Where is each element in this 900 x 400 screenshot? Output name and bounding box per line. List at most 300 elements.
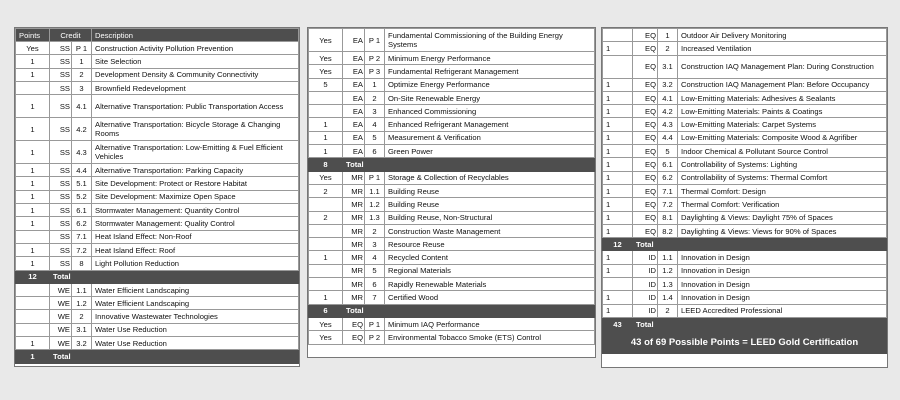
credit-row [309,184,595,197]
credit-number-cell: 5.2 [72,190,92,203]
credit-number-cell: 1.2 [658,264,678,277]
points-cell: 1 [603,198,633,211]
credit-row [16,337,299,350]
total-label: Total [343,158,595,171]
credit-number-cell: 3.1 [658,55,678,78]
credit-category-cell: EA [343,131,365,144]
credit-category-cell: WE [50,297,72,310]
credit-row [16,42,299,55]
credit-description-cell: Enhanced Commissioning [385,105,595,118]
credit-number-cell: 2 [658,304,678,317]
credit-row [16,118,299,141]
points-cell: Yes [16,42,50,55]
credit-number-cell: P 1 [365,29,385,52]
credit-row [16,297,299,310]
credit-description-cell: Heat Island Effect: Roof [92,243,299,256]
total-row [309,304,595,317]
credit-number-cell: 1.2 [72,297,92,310]
credit-category-cell: EA [343,118,365,131]
credit-row [16,177,299,190]
credit-description-cell: Innovative Wastewater Technologies [92,310,299,323]
credit-category-cell: WE [50,283,72,296]
credit-number-cell: 2 [658,42,678,55]
credit-number-cell: 4.2 [658,105,678,118]
credit-description-cell: Alternative Transportation: Bicycle Storage & Changing Rooms [92,118,299,141]
credit-row [603,158,887,171]
credit-category-cell: MR [343,251,365,264]
credit-category-cell: WE [50,323,72,336]
credit-description-cell: Innovation in Design [678,251,887,264]
points-cell: Yes [309,29,343,52]
credit-category-cell: MR [343,238,365,251]
credit-number-cell: 5.1 [72,177,92,190]
credit-number-cell: P 2 [365,52,385,65]
points-cell: 1 [16,217,50,230]
credit-description-cell: Fundamental Commissioning of the Building Energy Systems [385,29,595,52]
credit-row [16,141,299,164]
credit-category-cell: MR [343,211,365,224]
credit-category-cell: SS [50,55,72,68]
credit-row [309,317,595,330]
credit-row [16,243,299,256]
points-cell [309,198,343,211]
credit-row [603,171,887,184]
points-cell: 1 [16,243,50,256]
points-cell [16,81,50,94]
points-cell: 1 [603,264,633,277]
credit-number-cell: 1.1 [365,184,385,197]
credit-number-cell: 2 [365,224,385,237]
credit-category-cell: EQ [343,317,365,330]
credit-category-cell: MR [343,184,365,197]
credit-description-cell: Increased Ventilation [678,42,887,55]
credit-category-cell: MR [343,264,365,277]
credit-description-cell: Innovation in Design [678,291,887,304]
credit-number-cell: 3.2 [72,337,92,350]
points-cell: 1 [603,118,633,131]
credit-row [309,198,595,211]
points-cell: 1 [603,42,633,55]
credit-category-cell: ID [633,264,658,277]
scorecard-table-2 [308,28,595,345]
credit-row [309,171,595,184]
credit-row [16,68,299,81]
credit-number-cell: 3 [365,238,385,251]
credit-row [16,81,299,94]
points-cell: 1 [16,164,50,177]
credit-number-cell: 6.1 [658,158,678,171]
credit-number-cell: 3.2 [658,78,678,91]
credit-row [16,204,299,217]
credit-category-cell: EA [343,52,365,65]
certification-summary: 43 of 69 Possible Points = LEED Gold Certification [602,331,887,354]
points-cell [309,91,343,104]
credit-description-cell: Construction IAQ Management Plan: Before Occupancy [678,78,887,91]
credit-number-cell: 7.2 [72,243,92,256]
credit-category-cell: SS [50,257,72,270]
credit-row [603,211,887,224]
credit-header: Credit [50,29,92,42]
credit-category-cell: MR [343,278,365,291]
credit-description-cell: Thermal Comfort: Design [678,184,887,197]
credit-category-cell: ID [633,291,658,304]
credit-description-cell: On-Site Renewable Energy [385,91,595,104]
credit-description-cell: Innovation in Design [678,264,887,277]
credit-number-cell: 7.2 [658,198,678,211]
credit-description-cell: Enhanced Refrigerant Management [385,118,595,131]
credit-description-cell: Low-Emitting Materials: Paints & Coatings [678,105,887,118]
points-cell: 1 [603,291,633,304]
points-cell [16,310,50,323]
credit-category-cell: EQ [633,158,658,171]
credit-category-cell: ID [633,278,658,291]
credit-description-cell: Construction Activity Pollution Prevention [92,42,299,55]
total-label: Total [50,350,299,363]
points-cell: Yes [309,171,343,184]
credit-description-cell: Controllability of Systems: Thermal Comfort [678,171,887,184]
points-cell: 1 [16,190,50,203]
points-cell: 1 [603,304,633,317]
credit-number-cell: 6 [365,145,385,158]
points-cell: 1 [16,141,50,164]
credit-row [16,217,299,230]
credit-category-cell: SS [50,118,72,141]
credit-category-cell: EQ [633,78,658,91]
credit-row [603,131,887,144]
credit-row [309,52,595,65]
credit-number-cell: 4 [365,251,385,264]
credit-description-cell: Resource Reuse [385,238,595,251]
points-cell [309,278,343,291]
credit-row [309,65,595,78]
credit-row [309,91,595,104]
credit-row [309,211,595,224]
total-row [603,317,887,330]
credit-category-cell: EQ [633,131,658,144]
credit-number-cell: 1.1 [658,251,678,264]
credit-number-cell: 1.4 [658,291,678,304]
credit-row [309,118,595,131]
credit-number-cell: P 1 [365,171,385,184]
credit-number-cell: P 1 [365,317,385,330]
points-cell: 1 [16,204,50,217]
credit-category-cell: SS [50,177,72,190]
credit-category-cell: SS [50,68,72,81]
credit-description-cell: Alternative Transportation: Parking Capacity [92,164,299,177]
credit-row [603,145,887,158]
credit-description-cell: Indoor Chemical & Pollutant Source Control [678,145,887,158]
total-row [16,270,299,283]
points-cell: 1 [16,55,50,68]
credit-number-cell: 1 [72,55,92,68]
credit-number-cell: P 2 [365,331,385,344]
total-points: 12 [16,270,50,283]
credit-description-cell: Daylighting & Views: Views for 90% of Spaces [678,224,887,237]
credit-row [309,291,595,304]
credit-row [603,184,887,197]
credit-description-cell: Fundamental Refrigerant Management [385,65,595,78]
total-row [603,238,887,251]
credit-description-cell: Building Reuse, Non-Structural [385,211,595,224]
credit-row [603,224,887,237]
credit-category-cell: MR [343,224,365,237]
credit-category-cell: ID [633,251,658,264]
points-cell [16,297,50,310]
credit-category-cell: EQ [343,331,365,344]
credit-number-cell: 7 [365,291,385,304]
points-cell: 1 [309,118,343,131]
credit-category-cell: EA [343,78,365,91]
credit-number-cell: 5 [365,131,385,144]
credit-row [603,198,887,211]
points-cell: 1 [16,68,50,81]
credit-description-cell: LEED Accredited Professional [678,304,887,317]
credit-description-cell: Water Use Reduction [92,323,299,336]
points-cell [603,278,633,291]
credit-description-cell: Water Efficient Landscaping [92,283,299,296]
credit-number-cell: 4.3 [72,141,92,164]
credit-number-cell: 3 [72,81,92,94]
points-cell [309,264,343,277]
points-cell: 1 [309,251,343,264]
total-points: 6 [309,304,343,317]
points-cell: 2 [309,211,343,224]
credit-category-cell: MR [343,291,365,304]
credit-row [16,257,299,270]
scorecard-table-3 [602,28,887,331]
credit-category-cell: SS [50,190,72,203]
points-cell: 1 [309,145,343,158]
header-row [16,29,299,42]
credit-category-cell: MR [343,198,365,211]
credit-description-cell: Innovation in Design [678,278,887,291]
points-cell: 1 [603,78,633,91]
points-cell: 1 [603,105,633,118]
credit-row [309,29,595,52]
credit-row [603,29,887,42]
points-cell [309,105,343,118]
credit-number-cell: 4.4 [72,164,92,177]
credit-description-cell: Building Reuse [385,198,595,211]
credit-description-cell: Optimize Energy Performance [385,78,595,91]
points-cell: 1 [16,337,50,350]
credit-row [16,310,299,323]
credit-category-cell: WE [50,310,72,323]
credit-number-cell: P 3 [365,65,385,78]
credit-description-cell: Low-Emitting Materials: Composite Wood & Agrifiber [678,131,887,144]
points-cell: 1 [603,251,633,264]
credit-number-cell: 1.1 [72,283,92,296]
credit-number-cell: 6.1 [72,204,92,217]
credit-category-cell: EQ [633,171,658,184]
credit-description-cell: Regional Materials [385,264,595,277]
credit-number-cell: 1.2 [365,198,385,211]
credit-description-cell: Light Pollution Reduction [92,257,299,270]
credit-number-cell: 1 [658,29,678,42]
credit-description-cell: Site Development: Maximize Open Space [92,190,299,203]
total-label: Total [633,238,887,251]
credit-row [603,55,887,78]
credit-number-cell: 1.3 [658,278,678,291]
scorecard-column-3 [601,27,888,368]
points-cell: Yes [309,317,343,330]
credit-description-cell: Construction IAQ Management Plan: During Construction [678,55,887,78]
credit-description-cell: Water Efficient Landscaping [92,297,299,310]
points-cell: 1 [16,257,50,270]
credit-category-cell: EA [343,29,365,52]
credit-row [16,230,299,243]
credit-row [603,105,887,118]
credit-number-cell: 6.2 [72,217,92,230]
credit-row [16,283,299,296]
credit-number-cell: 4.2 [72,118,92,141]
credit-number-cell: 6 [365,278,385,291]
credit-category-cell: EQ [633,211,658,224]
points-cell: 1 [309,291,343,304]
credit-row [16,323,299,336]
credit-number-cell: 7.1 [72,230,92,243]
scorecard-table-1 [15,28,299,364]
credit-category-cell: EA [343,105,365,118]
credit-row [309,105,595,118]
credit-description-cell: Heat Island Effect: Non-Roof [92,230,299,243]
credit-description-cell: Recycled Content [385,251,595,264]
credit-description-cell: Low-Emitting Materials: Adhesives & Sealants [678,91,887,104]
credit-description-cell: Minimum IAQ Performance [385,317,595,330]
credit-category-cell: EQ [633,29,658,42]
credit-category-cell: SS [50,164,72,177]
credit-category-cell: EQ [633,42,658,55]
points-cell: 5 [309,78,343,91]
credit-category-cell: EQ [633,145,658,158]
credit-row [603,251,887,264]
credit-number-cell: 2 [72,310,92,323]
credit-category-cell: EQ [633,55,658,78]
credit-category-cell: SS [50,243,72,256]
points-cell: 1 [16,177,50,190]
credit-row [309,238,595,251]
credit-row [309,145,595,158]
points-cell: 1 [603,224,633,237]
points-cell [309,224,343,237]
credit-number-cell: 4 [365,118,385,131]
credit-description-cell: Controllability of Systems: Lighting [678,158,887,171]
points-cell: 1 [603,158,633,171]
credit-number-cell: 1 [365,78,385,91]
credit-row [16,190,299,203]
credit-category-cell: SS [50,42,72,55]
credit-number-cell: 5 [365,264,385,277]
credit-category-cell: EA [343,91,365,104]
credit-description-cell: Site Selection [92,55,299,68]
total-points: 12 [603,238,633,251]
points-cell: 1 [603,184,633,197]
credit-row [603,42,887,55]
credit-number-cell: 1.3 [365,211,385,224]
credit-category-cell: ID [633,304,658,317]
credit-description-cell: Development Density & Community Connectivity [92,68,299,81]
credit-description-cell: Rapidly Renewable Materials [385,278,595,291]
credit-description-cell: Construction Waste Management [385,224,595,237]
credit-number-cell: 4.1 [72,95,92,118]
total-points: 1 [16,350,50,363]
points-cell: 1 [603,131,633,144]
description-header: Description [92,29,299,42]
credit-description-cell: Measurement & Verification [385,131,595,144]
credit-number-cell: 2 [365,91,385,104]
credit-row [309,251,595,264]
points-cell: 1 [603,145,633,158]
credit-row [309,78,595,91]
credit-row [309,224,595,237]
credit-category-cell: SS [50,217,72,230]
credit-category-cell: SS [50,141,72,164]
credit-row [309,278,595,291]
credit-category-cell: EQ [633,198,658,211]
credit-category-cell: MR [343,171,365,184]
credit-row [603,118,887,131]
credit-category-cell: SS [50,95,72,118]
total-label: Total [343,304,595,317]
credit-number-cell: 6.2 [658,171,678,184]
credit-category-cell: EQ [633,184,658,197]
scorecard-column-2 [307,27,596,358]
credit-number-cell: 4.4 [658,131,678,144]
points-cell: 1 [16,95,50,118]
points-cell [309,238,343,251]
total-row [16,350,299,363]
credit-row [16,164,299,177]
credit-number-cell: 2 [72,68,92,81]
credit-description-cell: Minimum Energy Performance [385,52,595,65]
points-cell: Yes [309,331,343,344]
credit-number-cell: 4.1 [658,91,678,104]
points-cell [603,55,633,78]
credit-row [603,278,887,291]
credit-description-cell: Daylighting & Views: Daylight 75% of Spaces [678,211,887,224]
credit-number-cell: P 1 [72,42,92,55]
points-cell [603,29,633,42]
credit-description-cell: Building Reuse [385,184,595,197]
credit-description-cell: Storage & Collection of Recyclables [385,171,595,184]
credit-category-cell: SS [50,204,72,217]
points-cell: 1 [603,211,633,224]
total-row [309,158,595,171]
points-cell: 1 [603,91,633,104]
points-cell: Yes [309,52,343,65]
credit-number-cell: 3 [365,105,385,118]
credit-description-cell: Alternative Transportation: Low-Emitting & Fuel Efficient Vehicles [92,141,299,164]
credit-category-cell: SS [50,81,72,94]
points-header: Points [16,29,50,42]
credit-number-cell: 7.1 [658,184,678,197]
credit-number-cell: 8.2 [658,224,678,237]
credit-description-cell: Low-Emitting Materials: Carpet Systems [678,118,887,131]
scorecard-column-1 [14,27,300,367]
credit-row [603,91,887,104]
total-label: Total [50,270,299,283]
total-label: Total [633,317,887,330]
credit-row [603,78,887,91]
total-points: 8 [309,158,343,171]
credit-category-cell: EA [343,145,365,158]
points-cell [16,323,50,336]
credit-description-cell: Environmental Tobacco Smoke (ETS) Control [385,331,595,344]
credit-description-cell: Stormwater Management: Quality Control [92,217,299,230]
credit-category-cell: EQ [633,118,658,131]
credit-row [603,304,887,317]
credit-description-cell: Thermal Comfort: Verification [678,198,887,211]
